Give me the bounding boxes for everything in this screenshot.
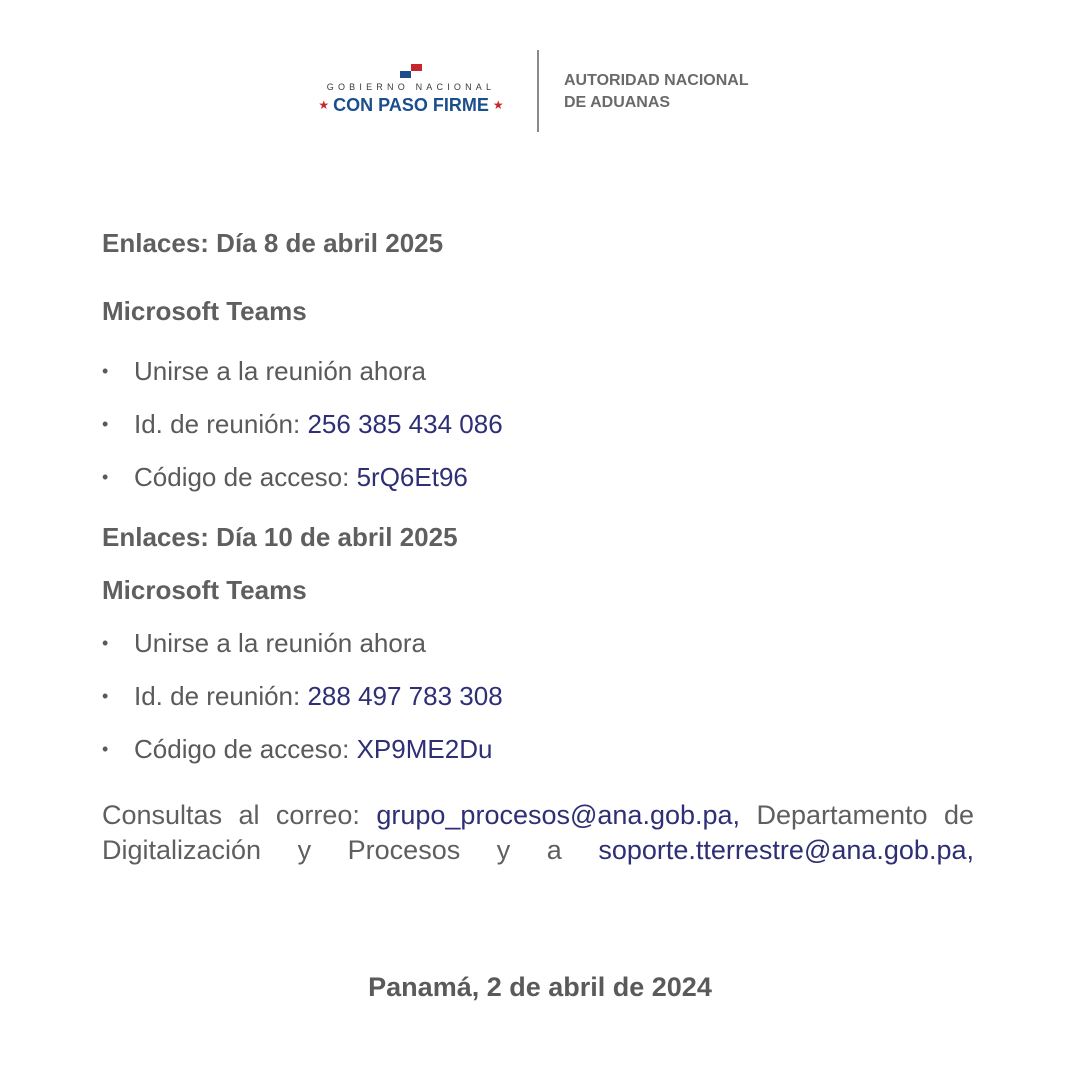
email-grupo-procesos-link[interactable]: grupo_procesos@ana.gob.pa, [376, 800, 741, 830]
section-2-code-item [102, 734, 492, 765]
section-2-heading: Enlaces: Día 10 de abril 2025 [102, 522, 458, 552]
section-2-join-item[interactable] [102, 628, 426, 659]
access-code: XP9ME2Du [356, 734, 493, 764]
place-date: Panamá, 2 de abril de 2024 [368, 972, 712, 1002]
agency-line-2: DE ADUANAS [564, 94, 671, 111]
gov-slogan-text: CON PASO FIRME [333, 95, 489, 115]
section-1-join-item[interactable] [102, 356, 426, 387]
contact-middle: Departamento de Digitalización y Procesos y a [102, 800, 974, 865]
id-label: Id. de reunión: [134, 681, 308, 711]
gov-slogan [300, 95, 522, 116]
header [0, 48, 1080, 138]
contact-paragraph [102, 798, 974, 868]
join-link[interactable]: Unirse a la reunión ahora [134, 628, 426, 658]
code-label: Código de acceso: [134, 462, 357, 492]
star-icon: ★ [318, 98, 330, 112]
email-soporte-link[interactable]: soporte.tterrestre@ana.gob.pa, [598, 835, 974, 865]
agency-name [564, 70, 749, 114]
access-code: 5rQ6Et96 [356, 462, 468, 492]
gov-top-text: GOBIERNO NACIONAL [326, 82, 496, 92]
panama-flag-icon [400, 64, 422, 78]
section-2-id-item [102, 681, 503, 712]
section-2-platform: Microsoft Teams [102, 575, 307, 605]
bullet-icon: • [102, 633, 109, 653]
bullet-icon: • [102, 467, 109, 487]
contact-prefix: Consultas al correo: [102, 800, 377, 830]
star-icon: ★ [492, 98, 504, 112]
bullet-icon: • [102, 686, 109, 706]
header-divider [537, 50, 539, 132]
join-link[interactable]: Unirse a la reunión ahora [134, 356, 426, 386]
section-1-heading: Enlaces: Día 8 de abril 2025 [102, 228, 444, 258]
meeting-id: 288 497 783 308 [307, 681, 503, 711]
agency-line-1: AUTORIDAD NACIONAL [564, 72, 749, 89]
bullet-icon: • [102, 739, 109, 759]
gobierno-nacional-logo [300, 64, 522, 116]
meeting-id: 256 385 434 086 [307, 409, 503, 439]
section-1-code-item [102, 462, 468, 493]
code-label: Código de acceso: [134, 734, 357, 764]
id-label: Id. de reunión: [134, 409, 308, 439]
bullet-icon: • [102, 361, 109, 381]
section-1-platform: Microsoft Teams [102, 296, 307, 326]
section-1-id-item [102, 409, 503, 440]
bullet-icon: • [102, 414, 109, 434]
